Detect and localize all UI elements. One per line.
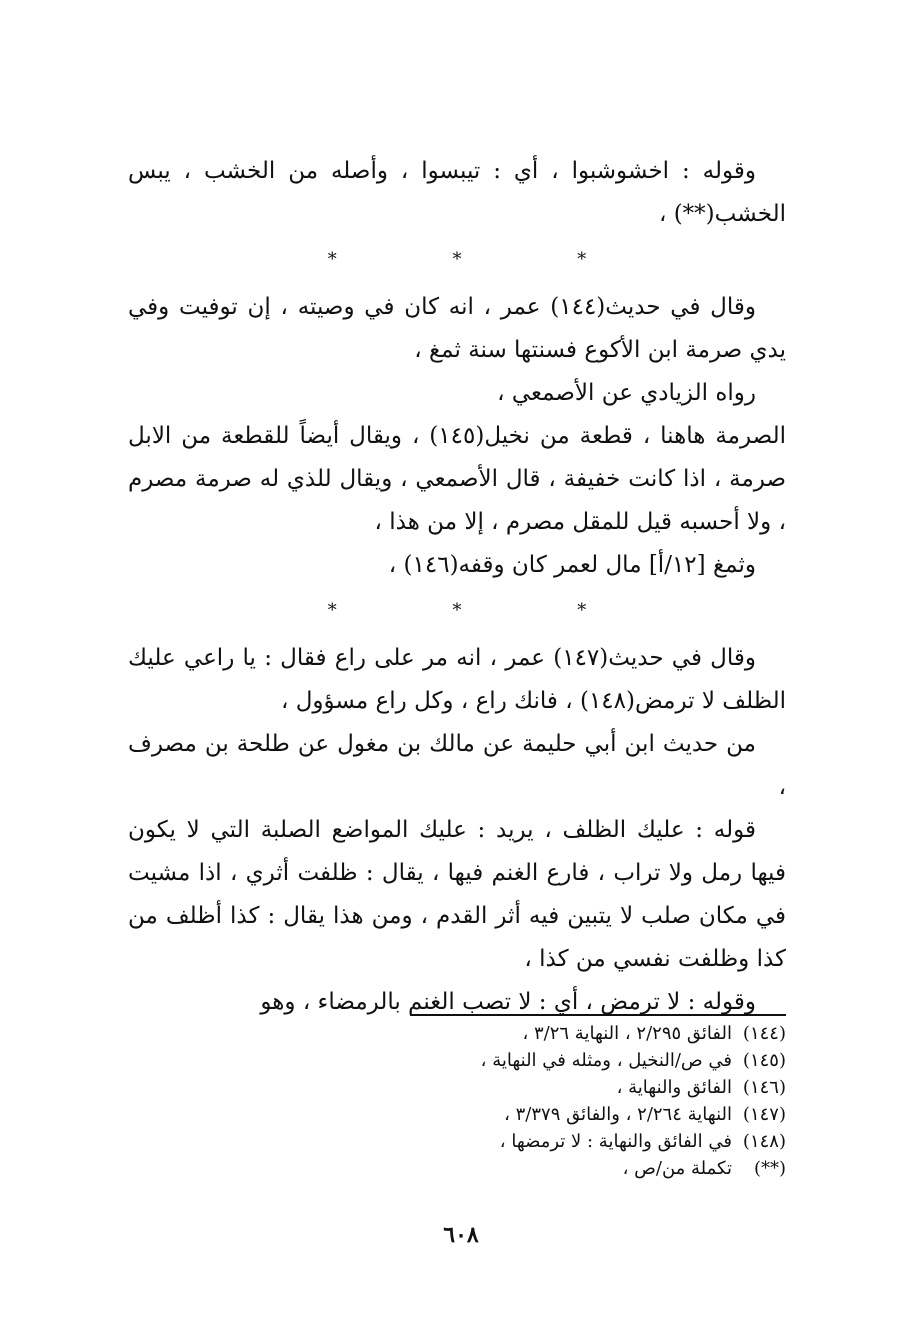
- footnote-number: (١٤٨): [742, 1131, 786, 1152]
- paragraph-3: رواه الزيادي عن الأصمعي ،: [497, 380, 756, 406]
- footnote: [300, 1128, 786, 1155]
- footnotes: [300, 1020, 786, 1182]
- footnote-number: (١٤٤): [742, 1023, 786, 1044]
- paragraph-2: وقال في حديث(١٤٤) عمر ، انه كان في وصيته ، إن توفيت وفي يدي صرمة ابن الأكوع فسنتها سنة ثمغ ،: [128, 294, 786, 363]
- footnote: [300, 1155, 786, 1182]
- footnote: [300, 1101, 786, 1128]
- footnote: [300, 1047, 786, 1074]
- footnote: [300, 1020, 786, 1047]
- footnote-text: في الفائق والنهاية : لا ترمضها ،: [499, 1131, 732, 1152]
- footnote-text: النهاية ٢/٢٦٤ ، والفائق ٣/٣٧٩ ،: [504, 1104, 732, 1125]
- paragraph-1: وقوله : اخشوشبوا ، أي : تيبسوا ، وأصله من الخشب ، يبس الخشب(**) ،: [128, 158, 786, 227]
- footnote-separator: [410, 1014, 786, 1016]
- footnote-text: الفائق والنهاية ،: [616, 1077, 732, 1098]
- footnote-text: في ص/النخيل ، ومثله في النهاية ،: [480, 1050, 732, 1071]
- paragraph-4: الصرمة هاهنا ، قطعة من نخيل(١٤٥) ، ويقال أيضاً للقطعة من الابل صرمة ، اذا كانت خفيفة ، قال الأصمعي ، ويقال للذي له صرمة مصرم ، ولا أحسبه قيل للمقل مصرم ، إلا من هذا ،: [128, 423, 787, 535]
- section-divider-stars: * * *: [327, 600, 642, 621]
- section-divider-stars: * * *: [327, 249, 642, 270]
- footnote-text: الفائق ٢/٢٩٥ ، النهاية ٣/٢٦ ،: [522, 1023, 732, 1044]
- main-text: [128, 150, 786, 1024]
- page-number: ٦٠٨: [443, 1222, 479, 1248]
- paragraph-9: وقوله : لا ترمض ، أي : لا تصب الغنم بالرمضاء ، وهو: [260, 989, 756, 1015]
- footnote-number: (**): [753, 1158, 786, 1179]
- paragraph-8: قوله : عليك الظلف ، يريد : عليك المواضع الصلبة التي لا يكون فيها رمل ولا تراب ، فارع الغنم فيها ، يقال : ظلفت أثري ، اذا مشيت في مكان صلب لا يتبين فيه أثر القدم ، ومن هذا يقال : كذا أظلف من كذا وظلفت نفسي من كذا ،: [128, 817, 787, 972]
- paragraph-5: وثمغ [١٢/أ] مال لعمر كان وقفه(١٤٦) ،: [388, 552, 756, 578]
- footnote-number: (١٤٦): [742, 1077, 786, 1098]
- footnote-number: (١٤٥): [742, 1050, 786, 1071]
- footnote: [300, 1074, 786, 1101]
- paragraph-7: من حديث ابن أبي حليمة عن مالك بن مغول عن طلحة بن مصرف ،: [128, 731, 786, 800]
- paragraph-6: وقال في حديث(١٤٧) عمر ، انه مر على راع فقال : يا راعي عليك الظلف لا ترمض(١٤٨) ، فانك راع ، وكل راع مسؤول ،: [128, 645, 786, 714]
- footnote-text: تكملة من/ص ،: [622, 1158, 732, 1179]
- footnote-number: (١٤٧): [742, 1104, 786, 1125]
